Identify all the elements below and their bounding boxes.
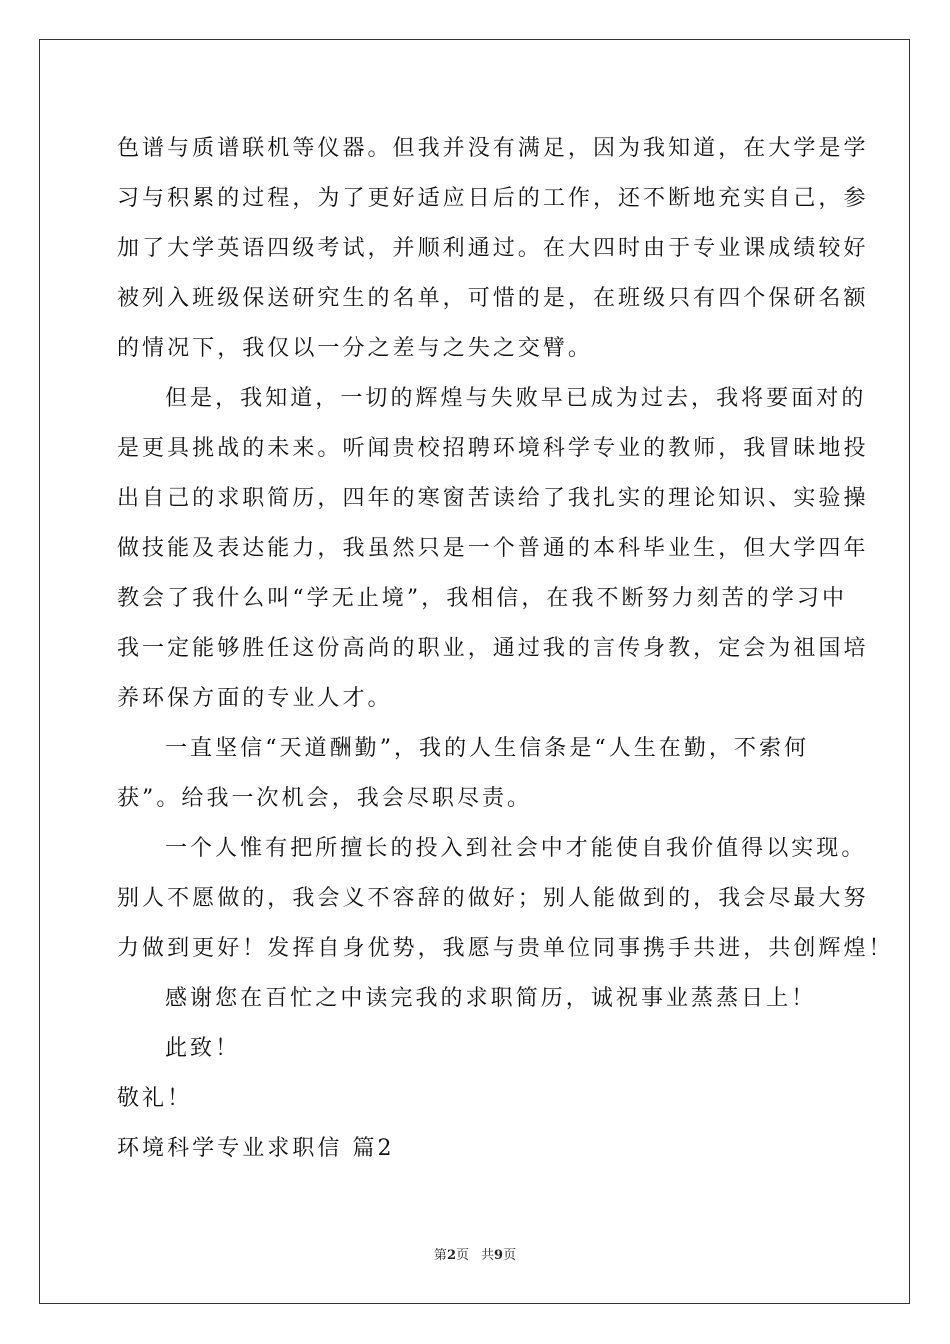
total-unit: 页 (503, 1248, 517, 1263)
paragraph-4-line-3: 力做到更好！发挥自身优势，我愿与贵单位同事携手共进，共创辉煌！ (117, 936, 894, 961)
current-page-number: 2 (446, 1248, 456, 1263)
page-border (39, 39, 910, 1304)
page-unit: 页 (455, 1248, 469, 1263)
paragraph-2-line-2: 是更具挑战的未来。听闻贵校招聘环境科学专业的教师，我冒昧地投 (117, 436, 869, 461)
closing-thanks: 感谢您在百忙之中读完我的求职简历，诚祝事业蒸蒸日上！ (165, 986, 817, 1011)
paragraph-2-line-4: 做技能及表达能力，我虽然只是一个普通的本科毕业生，但大学四年 (117, 536, 869, 561)
body-line-4: 被列入班级保送研究生的名单，可惜的是，在班级只有四个保研名额 (117, 286, 869, 311)
paragraph-3-line-2: 获”。给我一次机会，我会尽职尽责。 (117, 786, 533, 811)
body-line-3: 加了大学英语四级考试，并顺利通过。在大四时由于专业课成绩较好 (117, 236, 869, 261)
closing-regards: 敬礼！ (117, 1086, 193, 1111)
paragraph-2-line-7: 养环保方面的专业人才。 (117, 686, 393, 711)
paragraph-2-line-5: 教会了我什么叫“学无止境”，我相信，在我不断努力刻苦的学习中 (117, 586, 847, 611)
paragraph-2-line-1: 但是，我知道，一切的辉煌与失败早已成为过去，我将要面对的 (165, 386, 867, 411)
paragraph-4-line-2: 别人不愿做的，我会义不容辞的做好；别人能做到的，我会尽最大努 (117, 886, 869, 911)
closing-salutation: 此致！ (165, 1036, 241, 1061)
paragraph-2-line-3: 出自己的求职简历，四年的寒窗苦读给了我扎实的理论知识、实验操 (117, 486, 869, 511)
total-prefix: 共 (481, 1248, 495, 1263)
paragraph-2-line-6: 我一定能够胜任这份高尚的职业，通过我的言传身教，定会为祖国培 (117, 636, 869, 661)
total-page-count: 9 (494, 1248, 504, 1263)
body-line-1: 色谱与质谱联机等仪器。但我并没有满足，因为我知道，在大学是学 (117, 136, 869, 161)
paragraph-4-line-1: 一个人惟有把所擅长的投入到社会中才能使自我价值得以实现。 (165, 836, 867, 861)
page-prefix: 第 (433, 1248, 447, 1263)
paragraph-3-line-1: 一直坚信“天道酬勤”，我的人生信条是“人生在勤，不索何 (165, 736, 810, 761)
page-number-footer (0, 1248, 950, 1264)
body-line-5: 的情况下，我仅以一分之差与之失之交臂。 (117, 336, 593, 361)
body-line-2: 习与积累的过程，为了更好适应日后的工作，还不断地充实自己，参 (117, 186, 869, 211)
next-section-heading: 环境科学专业求职信 篇2 (117, 1136, 395, 1161)
